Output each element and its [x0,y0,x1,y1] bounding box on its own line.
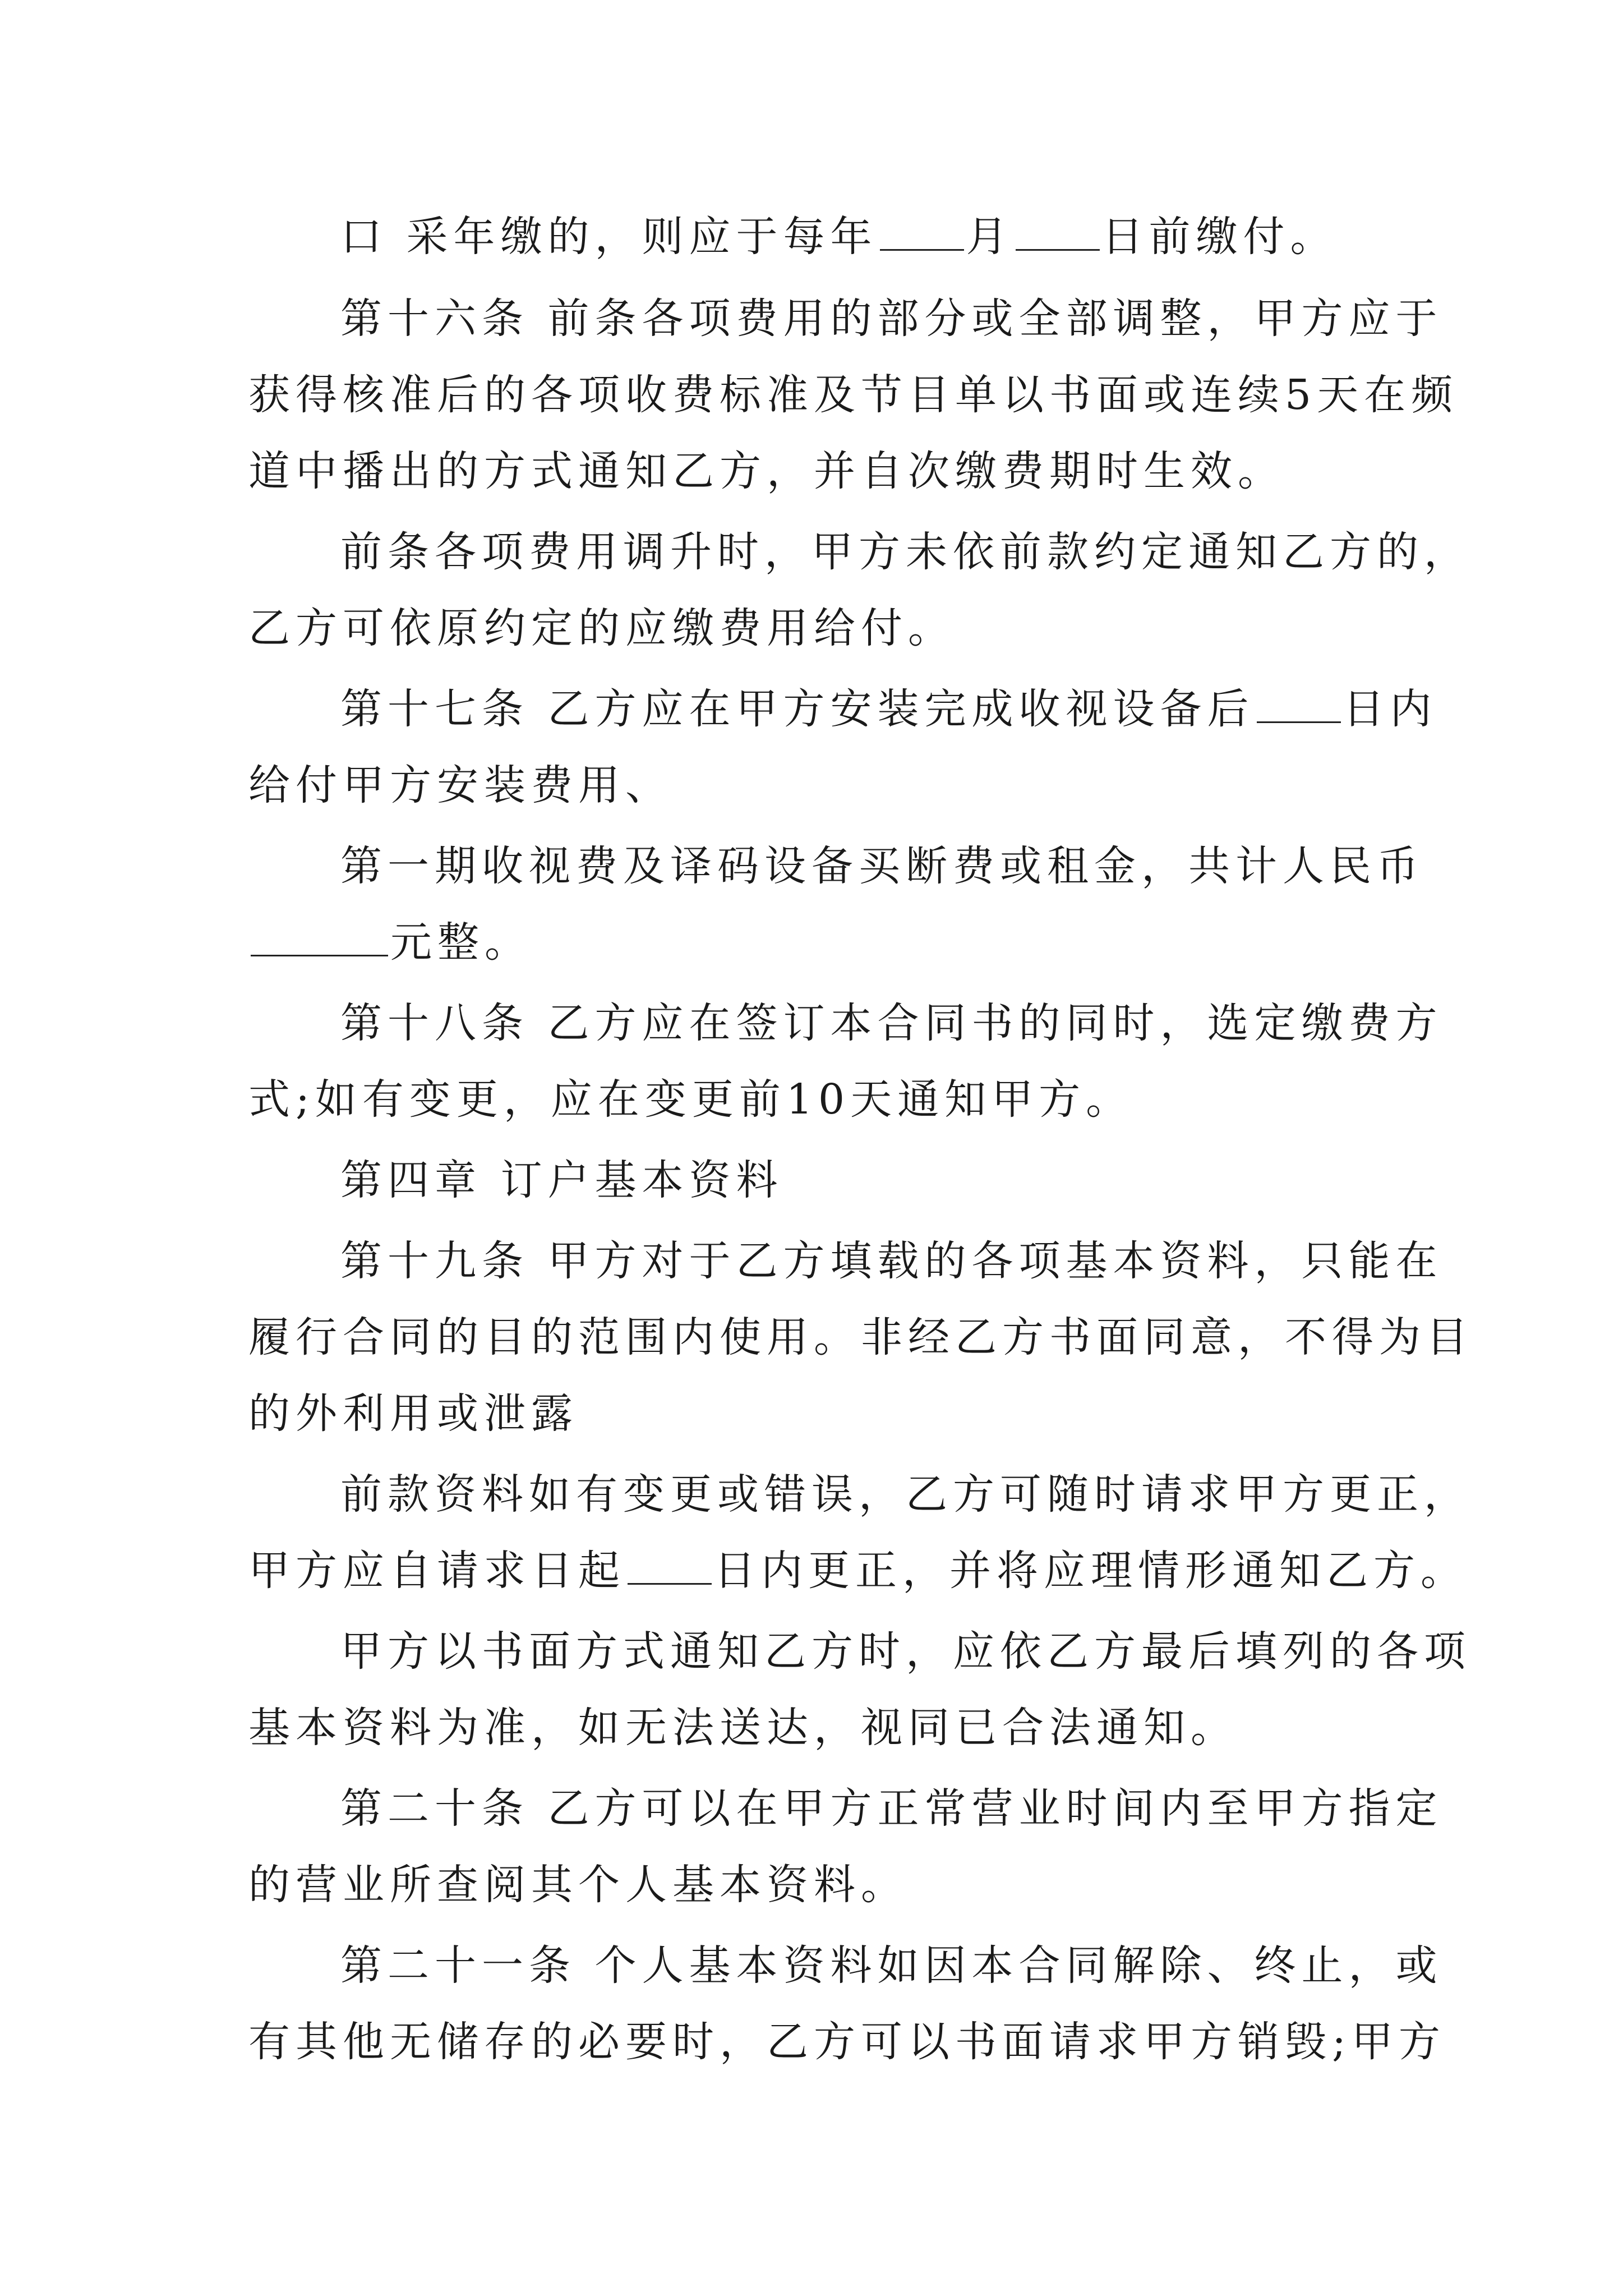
paragraph-line [248,1309,1473,1365]
paragraph-line [248,2014,1446,2070]
line-text: 口 采年缴的，则应于每年 [340,213,878,261]
paragraph-line [340,209,1518,265]
line-text: 第二十一条 个人基本资料如因本合同解除、终止，或 [340,1941,1443,1990]
line-text: 履行合同的目的范围内使用。非经乙方书面同意，不得为目 [248,1313,1473,1361]
article-19-heading-line [340,1233,1518,1289]
paragraph-line [248,443,1426,499]
paragraph-line [248,757,1426,813]
article-20-heading-line [340,1780,1518,1837]
line-text: 式;如有变更，应在变更前10天通知甲方。 [248,1075,1133,1124]
paragraph-line [340,838,1518,894]
article-18-heading-line [340,995,1518,1051]
chapter-4-heading [340,1152,1518,1208]
paragraph-line [248,600,1426,656]
line-text: 前款资料如有变更或错误，乙方可随时请求甲方更正， [340,1470,1471,1519]
line-text: 第二十条 乙方可以在甲方正常营业时间内至甲方指定 [340,1784,1443,1833]
paragraph-line [248,1543,1468,1599]
line-text: 元整。 [390,918,532,967]
paragraph-line [248,1071,1426,1128]
line-text: 的营业所查阅其个人基本资料。 [248,1861,908,1909]
line-text: 的外利用或泄露 [248,1389,578,1438]
line-text: 前条各项费用调升时，甲方未依前款约定通知乙方的， [340,528,1471,576]
paragraph-line [248,1386,1426,1442]
line-text: 乙方可依原约定的应缴费用给付。 [248,604,955,652]
paragraph-line [248,1857,1426,1913]
line-text: 甲方应自请求日起 [248,1547,625,1595]
paragraph-line [340,1623,1518,1680]
fill-blank [1257,687,1341,723]
line-text: 有其他无储存的必要时，乙方可以书面请求甲方销毁;甲方 [248,2018,1446,2066]
line-text: 日前缴付。 [1101,213,1338,261]
line-text: 日内更正，并将应理情形通知乙方。 [714,1547,1468,1595]
line-text: 月 [966,213,1013,261]
paragraph-line [248,367,1459,423]
line-text: 道中播出的方式通知乙方，并自次缴费期时生效。 [248,447,1285,495]
fill-blank [251,920,388,956]
fill-blank [1016,214,1100,251]
line-text: 甲方以书面方式通知乙方时，应依乙方最后填列的各项 [340,1627,1471,1676]
line-text: 第十七条 乙方应在甲方安装完成收视设备后 [340,685,1255,733]
article-21-heading-line [340,1938,1518,1994]
line-text: 给付甲方安装费用、 [248,761,672,809]
article-17-heading-line [340,681,1518,737]
line-text: 第十八条 乙方应在签订本合同书的同时，选定缴费方 [340,999,1443,1047]
article-16-heading-line [340,291,1518,347]
line-text: 获得核准后的各项收费标准及节目单以书面或连续5天在频 [248,371,1459,419]
line-text: 第一期收视费及译码设备买断费或租金，共计人民币 [340,842,1424,890]
line-text: 第十九条 甲方对于乙方填载的各项基本资料，只能在 [340,1237,1443,1285]
paragraph-line [340,1466,1518,1522]
line-text: 基本资料为准，如无法送达，视同已合法通知。 [248,1704,1238,1752]
line-text: 第十六条 前条各项费用的部分或全部调整，甲方应于 [340,295,1443,343]
fill-blank [628,1548,712,1585]
line-text: 日内 [1343,685,1437,733]
line-text: 第四章 订户基本资料 [340,1156,783,1204]
fill-blank [880,214,964,251]
paragraph-line [340,524,1518,580]
paragraph-line [248,914,1426,970]
paragraph-line [248,1700,1426,1756]
